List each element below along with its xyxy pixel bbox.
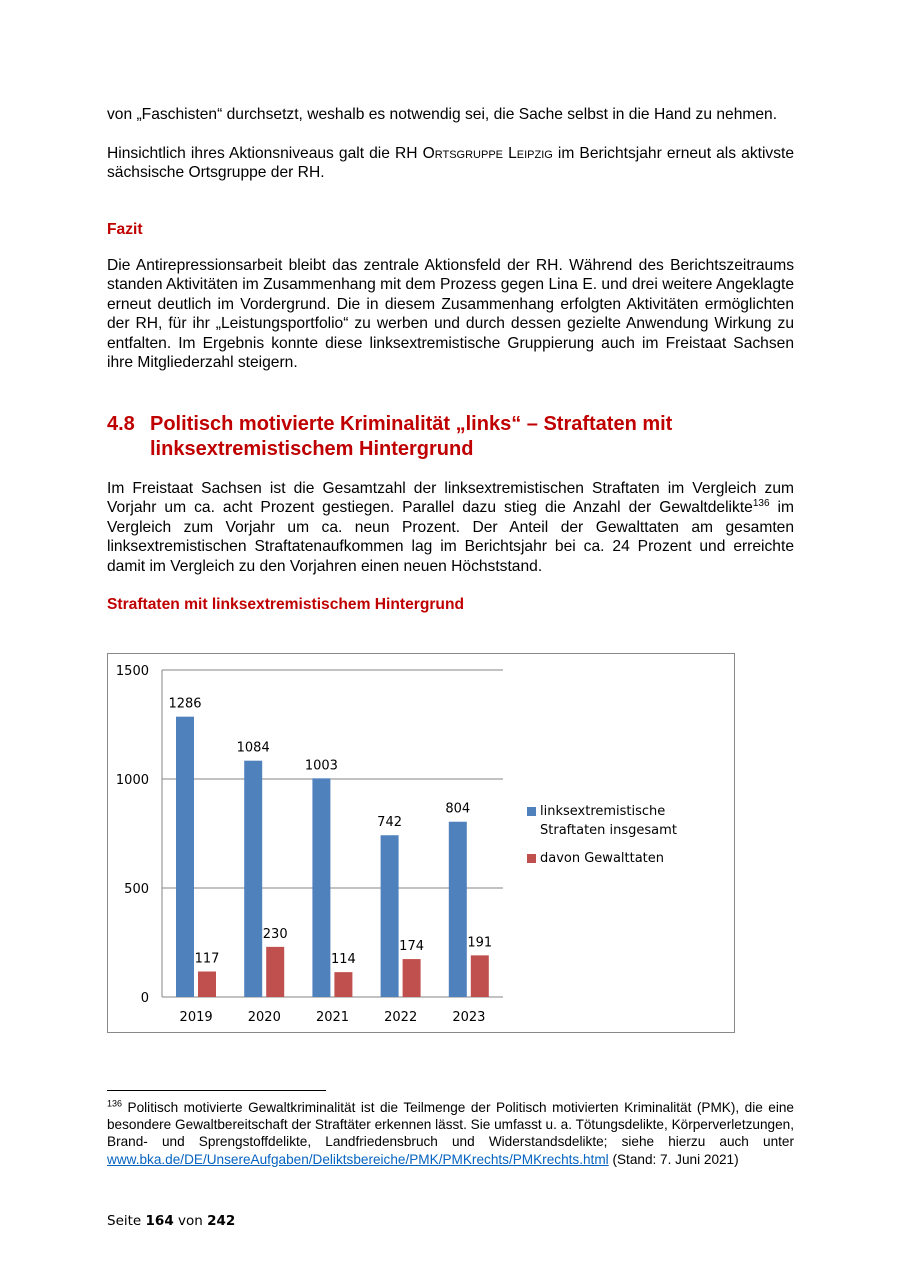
data-label-violent-2020: 230: [262, 926, 288, 942]
bar-total-2023: [449, 822, 467, 997]
bar-violent-2020: [266, 947, 284, 997]
x-tick-label-2022: 2022: [384, 1010, 418, 1025]
pager-prefix: Seite: [107, 1213, 146, 1229]
footnote-after: (Stand: 7. Juni 2021): [608, 1151, 739, 1167]
x-tick-label-2019: 2019: [179, 1010, 213, 1025]
bar-total-2022: [381, 835, 399, 997]
pager-middle: von: [173, 1213, 208, 1229]
section-text-2: im Vergleich zum Vorjahr um ca. neun Prozent. Der Anteil der Gewalttaten am gesamten linksextremistischen Straftatenaufkommen lag im Berichtsjahr bei ca. 24 Prozent und erreichte damit im Vergleich zu den Vorjahren einen neuen Höchststand.: [107, 499, 794, 575]
chart-container: [107, 653, 735, 1033]
footnote-divider: [107, 1090, 326, 1091]
section-number: 4.8: [107, 412, 135, 435]
intro-2-after: im Berichtsjahr erneut als aktivste sächsische Ortsgruppe der RH.: [107, 144, 795, 181]
data-label-violent-2021: 114: [330, 952, 356, 968]
x-tick-label-2020: 2020: [247, 1010, 281, 1025]
bar-violent-2021: [334, 972, 352, 997]
bar-violent-2022: [403, 959, 421, 997]
bar-total-2020: [244, 761, 262, 997]
footnote: [107, 1099, 794, 1168]
legend-swatch-total: [527, 807, 536, 816]
bar-total-2021: [312, 778, 330, 997]
x-tick-label-2023: 2023: [452, 1010, 486, 1025]
paragraph-intro-1: von „Faschisten“ durchsetzt, weshalb es notwendig sei, die Sache selbst in die Hand zu nehmen.: [107, 106, 778, 123]
intro-2-before: Hinsichtlich ihres Aktionsniveaus galt die RH: [107, 144, 423, 162]
footnote-text: Politisch motivierte Gewaltkriminalität ist die Teilmenge der Politisch motivierten Kriminalität (PMK), die eine besondere Gewaltbereitschaft der Straftäter erkennen lässt. Sie umfasst u. a. Tötungsdelikte, Körperverletzungen, Brand- und Sprengstoffdelikte, Landfriedensbruch und Widerstandsdelikte; siehe hierzu auch unter: [107, 1100, 794, 1150]
page-number: [107, 1213, 235, 1229]
bar-total-2019: [176, 717, 194, 997]
paragraph-intro-2: [107, 144, 794, 183]
footnote-number: 136: [107, 1098, 123, 1109]
section-title: Politisch motivierte Kriminalität „links“ – Straftaten mit linksextremistischem Hintergrund: [150, 412, 673, 460]
data-label-total-2022: 742: [377, 815, 403, 831]
data-label-total-2023: 804: [445, 801, 471, 817]
fazit-heading: Fazit: [107, 220, 143, 238]
legend-item-total: [527, 802, 730, 840]
data-label-violent-2019: 117: [194, 951, 220, 967]
section-text-1: Im Freistaat Sachsen ist die Gesamtzahl der linksextremistischen Straftaten im Vergleich zum Vorjahr um ca. acht Prozent gestiegen. Parallel dazu stieg die Anzahl der Gewaltdelikte: [107, 479, 794, 516]
org-name: Ortsgruppe Leipzig: [422, 144, 553, 162]
data-label-total-2021: 1003: [304, 758, 338, 774]
y-tick-label-1000: 1000: [115, 773, 149, 788]
x-tick-label-2021: 2021: [315, 1010, 350, 1025]
pager-total: 242: [207, 1213, 236, 1229]
legend-item-violent: [527, 849, 730, 868]
y-tick-label-500: 500: [124, 882, 149, 897]
y-tick-label-1500: 1500: [115, 664, 149, 679]
legend-swatch-violent: [527, 854, 536, 863]
bar-violent-2023: [471, 955, 489, 997]
data-label-total-2019: 1286: [168, 696, 202, 712]
data-label-violent-2022: 174: [399, 939, 425, 955]
data-label-total-2020: 1084: [236, 740, 270, 756]
chart-title: Straftaten mit linksextremistischem Hintergrund: [107, 596, 465, 613]
legend-label-violent: davon Gewalttaten: [540, 851, 665, 866]
y-tick-label-0: 0: [140, 991, 149, 1006]
section-heading: [107, 412, 794, 462]
bar-violent-2019: [198, 971, 216, 997]
data-label-violent-2023: 191: [467, 935, 493, 951]
fazit-paragraph: Die Antirepressionsarbeit bleibt das zentrale Aktionsfeld der RH. Während des Berichtszeitraums standen Aktivitäten im Zusammenhang mit dem Prozess gegen Lina E. und drei weitere Angeklagte erneut deutlich im Vordergrund. Die in diesem Zusammenhang erfolgten Aktivitäten ermöglichten der RH, für ihr „Leistungsportfolio“ zu werben und durch dessen gezielte Anwendung Wirkung zu entfalten. Im Ergebnis konnte diese linksextremistische Gruppierung auch im Freistaat Sachsen ihre Mitgliederzahl steigern.: [107, 256, 794, 371]
chart-legend: [527, 802, 730, 877]
footnote-reference[interactable]: 136: [752, 497, 770, 509]
pager-current: 164: [145, 1213, 174, 1229]
footnote-link[interactable]: www.bka.de/DE/UnsereAufgaben/Deliktsbereiche/PMK/PMKrechts/PMKrechts.html: [107, 1151, 609, 1167]
section-paragraph: [107, 479, 794, 577]
legend-label-total: linksextremistische Straftaten insgesamt: [540, 804, 677, 838]
